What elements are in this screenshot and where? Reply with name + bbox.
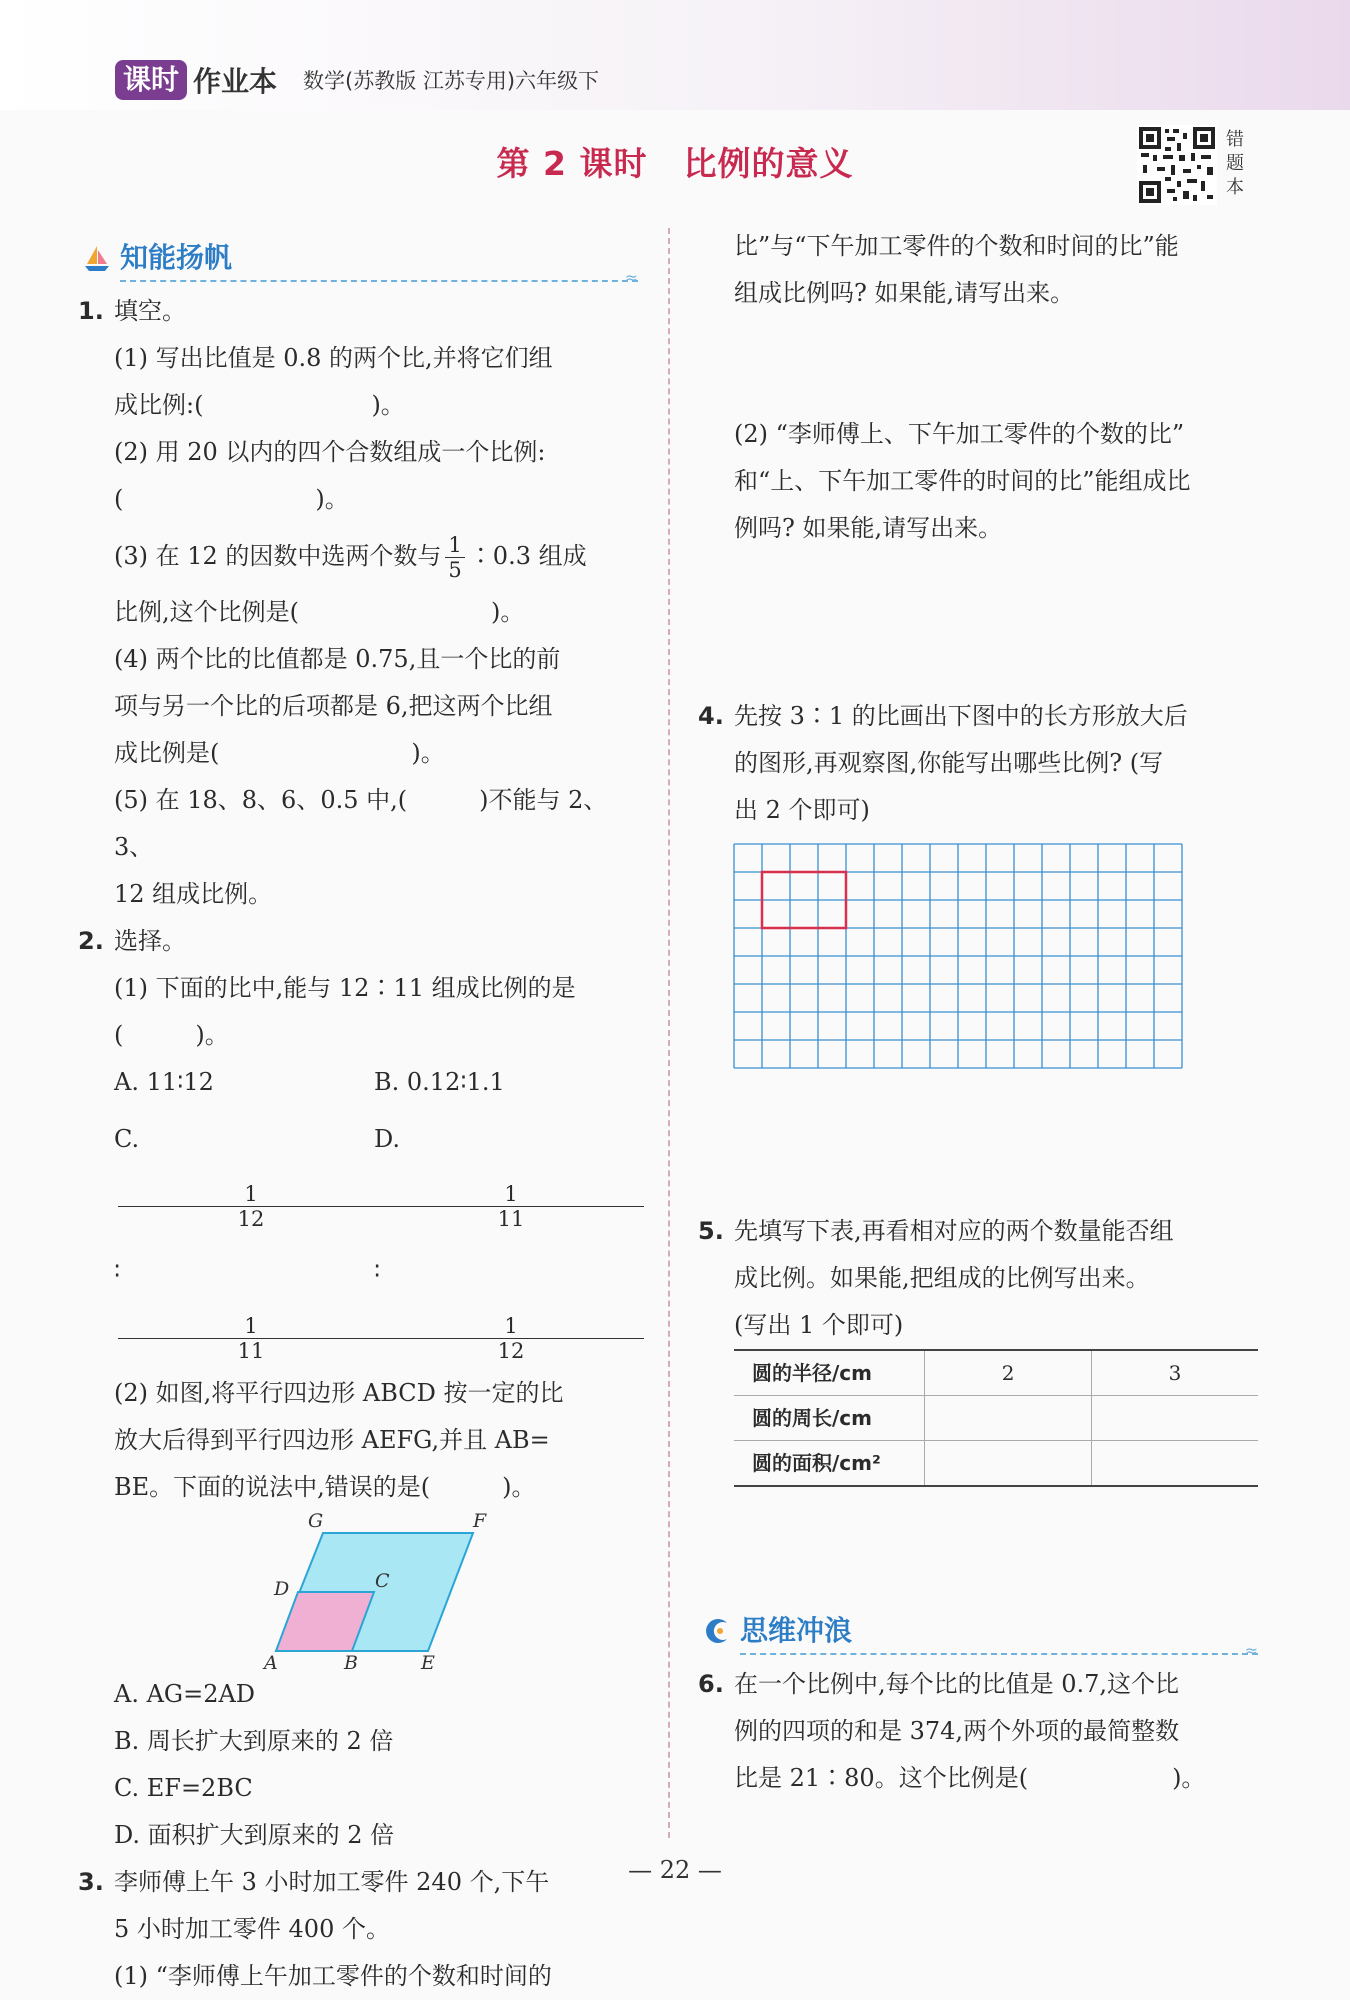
numerator: 1 (378, 1182, 644, 1207)
section-rule (740, 1653, 1258, 1655)
section-header-2 (698, 1609, 1258, 1660)
question-stem-line2: 5 小时加工零件 400 个。 (114, 1915, 390, 1943)
section-header-1 (78, 236, 638, 287)
lesson-number: 第 2 课时 (496, 144, 648, 183)
answer-space[interactable] (698, 1487, 1258, 1609)
question-stem-line1: 李师傅上午 3 小时加工零件 240 个,下午 (114, 1868, 550, 1896)
book-subtitle: 数学(苏教版 江苏专用)六年级下 (303, 69, 600, 93)
q2-part2-line1: (2) 如图,将平行四边形 ABCD 按一定的比 (114, 1379, 564, 1407)
question-stem-line1: 在一个比例中,每个比的比值是 0.7,这个比 (734, 1670, 1180, 1698)
q3-part2-line1: (2) “李师傅上、下午加工零件的个数的比” (734, 420, 1185, 448)
brand-logo: 课时 (115, 60, 187, 100)
table-cell[interactable] (925, 1396, 1092, 1441)
column-divider (668, 228, 670, 1838)
table-cell[interactable] (925, 1441, 1092, 1487)
question-number: 1. (78, 297, 104, 325)
q2-options-ab (78, 1059, 638, 1106)
question-stem: 填空。 (114, 297, 186, 325)
q1-part2-line2[interactable]: ( )。 (114, 485, 349, 513)
question-1 (78, 288, 638, 335)
ratio-sign: ∶ (374, 1257, 381, 1285)
q1-part1-line1: (1) 写出比值是 0.8 的两个比,并将它们组 (114, 344, 553, 372)
q1-part5-line1[interactable]: (5) 在 18、8、6、0.5 中,( )不能与 2、3、 (114, 786, 608, 861)
q2-options-cd (78, 1106, 638, 1370)
question-stem-line3: (写出 1 个即可) (734, 1311, 904, 1339)
answer-space[interactable] (698, 1080, 1258, 1208)
q1-part2-line1: (2) 用 20 以内的四个合数组成一个比例: (114, 438, 546, 466)
q2-answer-d[interactable]: D. 面积扩大到原来的 2 倍 (114, 1821, 395, 1849)
option-b[interactable]: B. 0.12∶1.1 (374, 1068, 505, 1096)
qr-code-icon[interactable] (1137, 125, 1217, 205)
q1-part3-line2[interactable]: 比例,这个比例是( )。 (114, 598, 525, 626)
denominator: 11 (497, 1207, 525, 1231)
q3-part1-line1: (1) “李师傅上午加工零件的个数和时间的 (114, 1962, 552, 1990)
table-row (734, 1396, 1258, 1441)
table-cell: 3 (1092, 1350, 1258, 1396)
denominator: 5 (448, 558, 462, 582)
section-title-1: 知能扬帆 (120, 241, 233, 274)
q2-part1-line1: (1) 下面的比中,能与 12∶11 组成比例的是 (114, 974, 576, 1002)
fraction (445, 533, 464, 582)
label-b: B (344, 1652, 358, 1671)
question-number: 3. (78, 1868, 104, 1896)
question-stem-line2: 的图形,再观察图,你能写出哪些比例? (写 (734, 749, 1164, 777)
label-a: A (264, 1652, 278, 1671)
question-6 (698, 1661, 1258, 1708)
question-number: 5. (698, 1217, 724, 1245)
qr-label: 错题本 (1226, 129, 1244, 198)
section-title-2: 思维冲浪 (740, 1614, 853, 1647)
question-stem-line3[interactable]: 比是 21∶80。这个比例是( )。 (734, 1764, 1206, 1792)
fraction (118, 1314, 378, 1363)
table-cell: 2 (925, 1350, 1092, 1396)
section-rule (120, 280, 638, 282)
row-header: 圆的半径/cm (734, 1350, 925, 1396)
option-c[interactable] (114, 1106, 374, 1370)
option-label: C. (114, 1125, 140, 1153)
q3-part1-line2: 比”与“下午加工零件的个数和时间的比”能 (734, 232, 1179, 260)
table-cell[interactable] (1092, 1396, 1258, 1441)
wave-icon: ≈ (1244, 1641, 1258, 1660)
question-number: 4. (698, 702, 724, 730)
question-stem-line1: 先填写下表,再看相对应的两个数量能否组 (734, 1217, 1174, 1245)
left-column (78, 236, 638, 2000)
question-number: 2. (78, 927, 104, 955)
fraction (378, 1182, 638, 1231)
q2-part2-line3[interactable]: BE。下面的说法中,错误的是( )。 (114, 1473, 536, 1501)
table-row (734, 1441, 1258, 1487)
q1-part3-text-b: ∶0.3 组成 (468, 542, 587, 570)
question-stem-line1: 先按 3∶1 的比画出下图中的长方形放大后 (734, 702, 1188, 730)
q2-answer-b[interactable]: B. 周长扩大到原来的 2 倍 (114, 1727, 394, 1755)
lesson-name: 比例的意义 (683, 144, 854, 183)
question-2 (78, 918, 638, 965)
question-stem: 选择。 (114, 927, 186, 955)
numerator: 1 (118, 1182, 384, 1207)
parallelogram-figure (78, 1511, 638, 1671)
q2-part2-line2: 放大后得到平行四边形 AEFG,并且 AB= (114, 1426, 550, 1454)
q1-part4-line3[interactable]: 成比例是( )。 (114, 739, 445, 767)
row-header: 圆的面积/cm² (734, 1441, 925, 1487)
question-stem-line2: 成比例。如果能,把组成的比例写出来。 (734, 1264, 1150, 1292)
q3-part2-line2: 和“上、下午加工零件的时间的比”能组成比 (734, 467, 1191, 495)
right-column (698, 223, 1258, 1802)
q1-part3-text: (3) 在 12 的因数中选两个数与 (114, 542, 442, 570)
q1-part3-line1 (78, 523, 638, 589)
numerator: 1 (445, 533, 464, 558)
q2-answer-c[interactable]: C. EF=2BC (114, 1774, 253, 1802)
question-4 (698, 693, 1258, 740)
table-cell[interactable] (1092, 1441, 1258, 1487)
numerator: 1 (378, 1314, 644, 1339)
label-g: G (308, 1511, 324, 1532)
question-stem-line3: 出 2 个即可) (734, 796, 870, 824)
denominator: 11 (237, 1339, 265, 1363)
q1-part1-line2[interactable]: 成比例:( )。 (114, 391, 405, 419)
question-number: 6. (698, 1670, 724, 1698)
label-e: E (421, 1652, 435, 1671)
q1-part4-line1: (4) 两个比的比值都是 0.75,且一个比的前 (114, 645, 561, 673)
q1-part5-line2: 12 组成比例。 (114, 880, 273, 908)
q3-part2-line3: 例吗? 如果能,请写出来。 (734, 514, 1003, 542)
q3-part1-line3: 组成比例吗? 如果能,请写出来。 (734, 279, 1075, 307)
fraction (118, 1182, 378, 1231)
answer-space[interactable] (698, 317, 1258, 411)
ratio-sign: ∶ (114, 1257, 121, 1285)
label-c: C (375, 1570, 390, 1592)
table-row (734, 1350, 1258, 1396)
circle-table (734, 1349, 1258, 1487)
question-5 (698, 1208, 1258, 1255)
numerator: 1 (118, 1314, 384, 1339)
label-d: D (274, 1578, 290, 1600)
sailboat-icon (83, 244, 111, 272)
option-a[interactable]: A. 11∶12 (114, 1068, 214, 1096)
surf-wave-icon (703, 1617, 731, 1645)
wave-icon: ≈ (624, 268, 638, 287)
denominator: 12 (237, 1207, 265, 1231)
label-f: F (473, 1511, 487, 1532)
fraction (378, 1314, 638, 1363)
q2-answer-a[interactable]: A. AG=2AD (114, 1680, 256, 1708)
q2-part1-line2[interactable]: ( )。 (114, 1021, 229, 1049)
brand-name: 作业本 (193, 65, 278, 98)
denominator: 12 (497, 1339, 525, 1363)
drawing-grid[interactable] (698, 840, 1258, 1080)
option-d[interactable] (374, 1106, 634, 1370)
parallelogram-diagram (78, 1511, 638, 1671)
page-number: — 22 — (628, 1856, 722, 1884)
question-stem-line2: 例的四项的和是 374,两个外项的最简整数 (734, 1717, 1180, 1745)
answer-space[interactable] (698, 552, 1258, 693)
q1-part4-line2: 项与另一个比的后项都是 6,把这两个比组 (114, 692, 553, 720)
row-header: 圆的周长/cm (734, 1396, 925, 1441)
brand-bar (115, 60, 599, 100)
option-label: D. (374, 1125, 401, 1153)
